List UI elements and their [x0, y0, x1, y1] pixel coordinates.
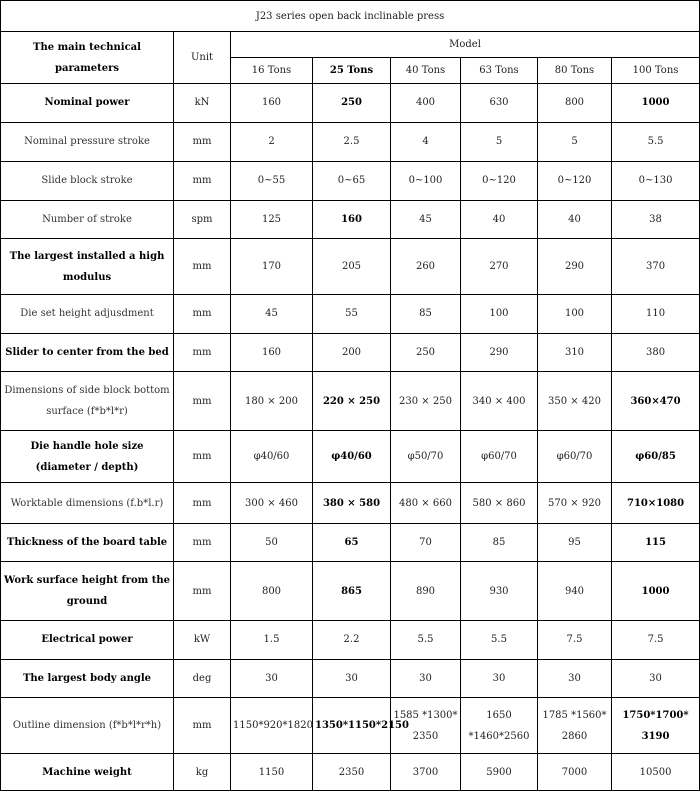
row-value: 30 — [391, 660, 461, 698]
row-value: 250 — [313, 84, 391, 123]
header-param: The main technical parameters — [1, 32, 174, 84]
row-value: φ40/60 — [231, 431, 313, 483]
row-value: 85 — [391, 295, 461, 334]
row-value: 3700 — [391, 754, 461, 791]
row-value: 350 × 420 — [538, 372, 612, 431]
model-80-tons: 80 Tons — [538, 58, 612, 84]
row-value: 160 — [231, 334, 313, 372]
table-row — [1, 295, 700, 334]
row-value: 0~120 — [538, 162, 612, 201]
row-value: φ40/60 — [313, 431, 391, 483]
model-63-tons: 63 Tons — [461, 58, 538, 84]
row-value: 270 — [461, 239, 538, 295]
row-value: 30 — [538, 660, 612, 698]
row-value: 360×470 — [612, 372, 700, 431]
row-value: 70 — [391, 524, 461, 562]
row-value: 160 — [313, 201, 391, 239]
row-value: 0~65 — [313, 162, 391, 201]
row-unit: kN — [174, 84, 231, 123]
row-value: 290 — [538, 239, 612, 295]
row-value: 570 × 920 — [538, 483, 612, 524]
row-value: 5.5 — [612, 123, 700, 162]
row-value: 0~120 — [461, 162, 538, 201]
row-value: 310 — [538, 334, 612, 372]
row-value: 95 — [538, 524, 612, 562]
table-row — [1, 524, 700, 562]
row-value: φ50/70 — [391, 431, 461, 483]
row-label: Machine weight — [1, 754, 174, 791]
row-value: 710×1080 — [612, 483, 700, 524]
table-title: J23 series open back inclinable press — [1, 1, 700, 32]
row-label: The largest installed a high modulus — [1, 239, 174, 295]
row-value: 5 — [538, 123, 612, 162]
row-value: 0~100 — [391, 162, 461, 201]
table-row — [1, 239, 700, 295]
row-value: 180 × 200 — [231, 372, 313, 431]
row-value: 7.5 — [538, 621, 612, 660]
row-value: φ60/70 — [461, 431, 538, 483]
row-value: 30 — [313, 660, 391, 698]
row-value: 5.5 — [461, 621, 538, 660]
row-unit: kg — [174, 754, 231, 791]
row-label: Number of stroke — [1, 201, 174, 239]
row-label: Die handle hole size (diameter / depth) — [1, 431, 174, 483]
row-value: 1.5 — [231, 621, 313, 660]
row-value: 380 — [612, 334, 700, 372]
row-value: 45 — [231, 295, 313, 334]
header-model: Model — [231, 32, 700, 58]
row-value: 290 — [461, 334, 538, 372]
row-value: 115 — [612, 524, 700, 562]
row-label: Nominal pressure stroke — [1, 123, 174, 162]
row-label: Slider to center from the bed — [1, 334, 174, 372]
row-value: 200 — [313, 334, 391, 372]
row-label: Electrical power — [1, 621, 174, 660]
table-row — [1, 201, 700, 239]
row-value: 380 × 580 — [313, 483, 391, 524]
row-label: Dimensions of side block bottom surface (f*b*l*r) — [1, 372, 174, 431]
row-value: 40 — [461, 201, 538, 239]
row-value: 260 — [391, 239, 461, 295]
row-value: 30 — [612, 660, 700, 698]
row-value: 800 — [231, 562, 313, 621]
row-value: 125 — [231, 201, 313, 239]
row-value: 205 — [313, 239, 391, 295]
model-40-tons: 40 Tons — [391, 58, 461, 84]
row-value: 40 — [538, 201, 612, 239]
row-value: 800 — [538, 84, 612, 123]
row-value: 100 — [538, 295, 612, 334]
model-100-tons: 100 Tons — [612, 58, 700, 84]
row-value: 30 — [461, 660, 538, 698]
row-value: φ60/85 — [612, 431, 700, 483]
row-unit: mm — [174, 698, 231, 754]
row-value: 1350*1150*2150 — [313, 698, 391, 754]
row-value: 220 × 250 — [313, 372, 391, 431]
row-unit: deg — [174, 660, 231, 698]
model-25-tons: 25 Tons — [313, 58, 391, 84]
table-row — [1, 562, 700, 621]
row-value: 5.5 — [391, 621, 461, 660]
row-unit: mm — [174, 483, 231, 524]
row-label: Outline dimension (f*b*l*r*h) — [1, 698, 174, 754]
table-row — [1, 698, 700, 754]
table-row — [1, 621, 700, 660]
table-row — [1, 483, 700, 524]
row-value: 480 × 660 — [391, 483, 461, 524]
row-value: 0~130 — [612, 162, 700, 201]
row-label: Work surface height from the ground — [1, 562, 174, 621]
row-value: 1150 — [231, 754, 313, 791]
row-unit: mm — [174, 295, 231, 334]
row-value: 1650 *1460*2560 — [461, 698, 538, 754]
row-value: 170 — [231, 239, 313, 295]
row-value: 400 — [391, 84, 461, 123]
row-value: 55 — [313, 295, 391, 334]
row-unit: mm — [174, 123, 231, 162]
row-value: 890 — [391, 562, 461, 621]
row-value: 340 × 400 — [461, 372, 538, 431]
table-row — [1, 84, 700, 123]
row-value: 2 — [231, 123, 313, 162]
row-label: Thickness of the board table — [1, 524, 174, 562]
row-unit: mm — [174, 239, 231, 295]
row-value: 85 — [461, 524, 538, 562]
row-value: 65 — [313, 524, 391, 562]
row-value: 7000 — [538, 754, 612, 791]
row-value: 230 × 250 — [391, 372, 461, 431]
table-row — [1, 372, 700, 431]
row-value: 930 — [461, 562, 538, 621]
row-value: 580 × 860 — [461, 483, 538, 524]
row-value: 1750*1700* 3190 — [612, 698, 700, 754]
row-value: 50 — [231, 524, 313, 562]
row-value: 1585 *1300* 2350 — [391, 698, 461, 754]
row-value: 160 — [231, 84, 313, 123]
row-label: Slide block stroke — [1, 162, 174, 201]
row-unit: spm — [174, 201, 231, 239]
row-value: 45 — [391, 201, 461, 239]
row-value: φ60/70 — [538, 431, 612, 483]
row-unit: mm — [174, 334, 231, 372]
table-row — [1, 123, 700, 162]
header-unit: Unit — [174, 32, 231, 84]
row-value: 1000 — [612, 562, 700, 621]
row-value: 7.5 — [612, 621, 700, 660]
row-value: 100 — [461, 295, 538, 334]
row-value: 110 — [612, 295, 700, 334]
row-value: 2.2 — [313, 621, 391, 660]
table-row — [1, 754, 700, 791]
row-value: 370 — [612, 239, 700, 295]
row-unit: mm — [174, 162, 231, 201]
table-row — [1, 162, 700, 201]
row-unit: mm — [174, 562, 231, 621]
row-unit: mm — [174, 431, 231, 483]
row-value: 630 — [461, 84, 538, 123]
row-unit: mm — [174, 524, 231, 562]
row-label: The largest body angle — [1, 660, 174, 698]
row-value: 5900 — [461, 754, 538, 791]
row-label: Nominal power — [1, 84, 174, 123]
row-unit: kW — [174, 621, 231, 660]
row-value: 1000 — [612, 84, 700, 123]
row-label: Die set height adjusdment — [1, 295, 174, 334]
row-value: 940 — [538, 562, 612, 621]
row-value: 30 — [231, 660, 313, 698]
model-16-tons: 16 Tons — [231, 58, 313, 84]
row-value: 300 × 460 — [231, 483, 313, 524]
row-value: 4 — [391, 123, 461, 162]
row-value: 250 — [391, 334, 461, 372]
table-row — [1, 334, 700, 372]
row-unit: mm — [174, 372, 231, 431]
table-row — [1, 660, 700, 698]
row-value: 1785 *1560* 2860 — [538, 698, 612, 754]
row-value: 0~55 — [231, 162, 313, 201]
row-value: 2350 — [313, 754, 391, 791]
row-label: Worktable dimensions (f.b*l.r) — [1, 483, 174, 524]
row-value: 865 — [313, 562, 391, 621]
row-value: 10500 — [612, 754, 700, 791]
table-row — [1, 431, 700, 483]
row-value: 1150*920*1820 — [231, 698, 313, 754]
row-value: 2.5 — [313, 123, 391, 162]
row-value: 38 — [612, 201, 700, 239]
row-value: 5 — [461, 123, 538, 162]
